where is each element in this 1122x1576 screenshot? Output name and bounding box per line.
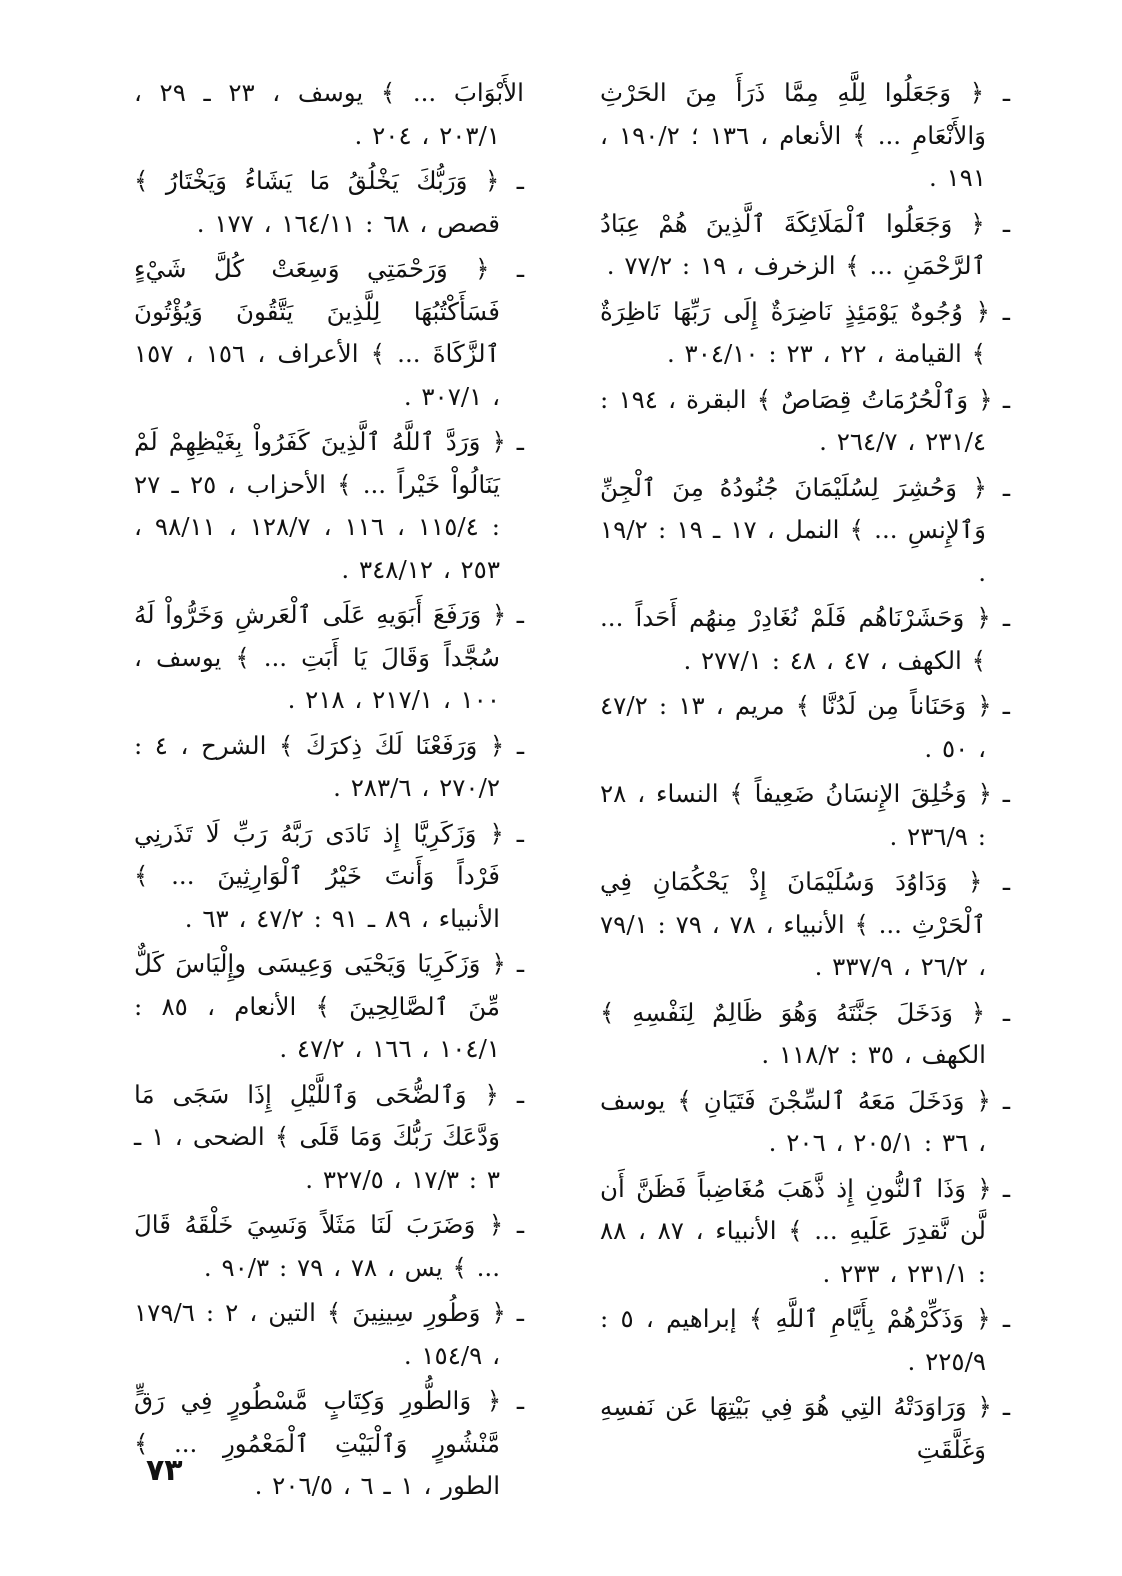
index-entry-continued: الأَبْوَابَ ... ﴾ يوسف ، ٢٣ ـ ٢٩ ، ٢٠٣/١ ، ٢٠٤ .	[134, 78, 524, 150]
index-entry: ـ ﴿ وَرَبُّكَ يَخْلُقُ مَا يَشَاءُ وَيَخْتَارُ ﴾ قصص ، ٦٨ : ١٦٤/١١ ، ١٧٧ .	[134, 166, 524, 238]
index-entry: ـ ﴿ وَرَحْمَتِي وَسِعَتْ كُلَّ شَيْءٍ فَسَأَكْتُبُهَا لِلَّذِينَ يَتَّقُونَ وَيُؤْتُونَ ٱلزَّكَاةَ ... ﴾ الأعراف ، ١٥٦ ، ١٥٧ ، ٣٠٧/١ .	[134, 254, 524, 411]
index-entry: ـ ﴿ وُجُوهٌ يَوْمَئِذٍ نَاضِرَةٌ إِلَى رَبِّهَا نَاظِرَةٌ ﴾ القيامة ، ٢٢ ، ٢٣ : ٣٠٤/١٠ .	[600, 296, 1010, 368]
index-entry: ـ ﴿ وَدَخَلَ جَنَّتَهُ وَهُوَ ظَالِمٌ لِنَفْسِهِ ﴾ الكهف ، ٣٥ : ١١٨/٢ .	[600, 997, 1010, 1069]
index-entry: ـ ﴿ وَجَعَلُوا لِلَّهِ مِمَّا ذَرَأَ مِنَ الحَرْثِ وَالأَنْعَامِ ... ﴾ الأنعام ، ١٣٦ ؛ ١٩٠/٢ ، ١٩١ .	[600, 78, 1010, 192]
index-entry: ـ ﴿ وَزَكَرِيَّا إِذ نَادَى رَبَّهُ رَبِّ لَا تَذَرنِي فَرْداً وَأَنتَ خَيْرُ ٱلْوَارِثِينَ ... ﴾ الأنبياء ، ٨٩ ـ ٩١ : ٤٧/٢ ، ٦٣ .	[134, 818, 524, 933]
page-number: ٧٣	[146, 1453, 183, 1488]
index-entry: ـ ﴿ وَذَا ٱلنُّونِ إِذ ذَّهَبَ مُغَاضِباً فَظَنَّ أَن لَّن نَّقدِرَ عَلَيهِ ... ﴾ الأنبياء ، ٨٧ ، ٨٨ : ٢٣١/١ ، ٢٣٣ .	[600, 1173, 1010, 1288]
index-entry: ـ ﴿ وَدَخَلَ مَعَهُ ٱلسِّجْنَ فَتَيَانِ ﴾ يوسف ، ٣٦ : ٢٠٥/١ ، ٢٠٦ .	[600, 1085, 1010, 1157]
index-entry: ـ ﴿ وَجَعَلُوا ٱلْمَلَائِكَةَ ٱلَّذِينَ هُمْ عِبَادُ ٱلرَّحْمَنِ ... ﴾ الزخرف ، ١٩ : ٧٧/٢ .	[600, 208, 1010, 280]
index-entry: ـ ﴿ وَخُلِقَ الإِنسَانُ ضَعِيفاً ﴾ النساء ، ٢٨ : ٢٣٦/٩ .	[600, 779, 1010, 851]
index-entry: ـ ﴿ وَالطُّورِ وَكِتَابٍ مَّسْطُورٍ فِي رَقٍّ مَّنْشُورٍ وَٱلْبَيْتِ ٱلْمَعْمُورِ ... ﴾ الطور ، ١ ـ ٦ ، ٢٠٦/٥ .	[134, 1386, 524, 1500]
index-entry: ـ ﴿ وَرَدَّ ٱللَّهُ ٱلَّذِينَ كَفَرُواْ بِغَيْظِهِمْ لَمْ يَنَالُواْ خَيْراً ... ﴾ الأحزاب ، ٢٥ ـ ٢٧ : ١١٥/٤ ، ١١٦ ، ١٢٨/٧ ، ٩٨/١١ ، ٢٥٣ ، ٣٤٨/١٢ .	[134, 427, 524, 584]
index-entry: ـ ﴿ وَزَكَرِيَا وَيَحْيَى وَعِيسَى وإِلْيَاسَ كَلٌّ مِّنَ ٱلصَّالِحِينَ ﴾ الأنعام ، ٨٥ : ١٠٤/١ ، ١٦٦ ، ٤٧/٢ .	[134, 949, 524, 1063]
index-entry: ـ ﴿ وَرَفَعْنَا لَكَ ذِكرَكَ ﴾ الشرح ، ٤ : ٢٧٠/٢ ، ٢٨٣/٦ .	[134, 730, 524, 802]
index-entry: ـ ﴿ وَٱلْحُرُمَاتُ قِصَاصٌ ﴾ البقرة ، ١٩٤ : ٢٣١/٤ ، ٢٦٤/٧ .	[600, 384, 1011, 456]
index-entry: ـ ﴿ وَرَفَعَ أَبَوَيهِ عَلَى ٱلْعَرشِ وَخَرُّواْ لَهُ سُجَّداً وَقَالَ يَا أَبَتِ ... ﴾ يوسف ، ١٠٠ ، ٢١٧/١ ، ٢١٨ .	[134, 600, 524, 714]
index-entry: ـ ﴿ وَدَاوُدَ وَسُلَيْمَانَ إِذْ يَحْكُمَانِ فِي ٱلْحَرْثِ ... ﴾ الأنبياء ، ٧٨ ، ٧٩ : ٧٩/١ ، ٢٦/٢ ، ٣٣٧/٩ .	[600, 867, 1010, 981]
index-entry: ـ ﴿ وَذَكِّرْهُمْ بِأَيَّامِ ٱللَّهِ ﴾ إبراهيم ، ٥ : ٢٢٥/٩ .	[600, 1304, 1011, 1376]
index-entry: ـ ﴿ وَطُورِ سِينِينَ ﴾ التين ، ٢ : ١٧٩/٦ ، ١٥٤/٩ .	[134, 1298, 524, 1370]
index-entry: ـ ﴿ وَحُشِرَ لِسُلَيْمَانَ جُنُودُهُ مِنَ ٱلْجِنِّ وَٱلإِنسِ ... ﴾ النمل ، ١٧ ـ ١٩ : ١٩/٢ .	[600, 472, 1010, 587]
right-column	[600, 72, 1010, 1474]
index-entry: ـ ﴿ وَٱلضُّحَى وَٱللَّيْلِ إِذَا سَجَى مَا وَدَّعَكَ رَبُّكَ وَمَا قَلَى ﴾ الضحى ، ١ ـ ٣ : ١٧/٣ ، ٣٢٧/٥ .	[134, 1079, 524, 1194]
index-entry: ـ ﴿ وَحَنَاناً مِن لَدُنَّا ﴾ مريم ، ١٣ : ٤٧/٢ ، ٥٠ .	[600, 691, 1010, 763]
left-column	[134, 72, 524, 1511]
index-entry: ـ ﴿ وَضَرَبَ لَنَا مَثَلاً وَنَسِيَ خَلْقَهُ قَالَ ... ﴾ يس ، ٧٨ ، ٧٩ : ٩٠/٣ .	[134, 1210, 524, 1282]
index-entry: ـ ﴿ وَرَاوَدَتْهُ التِي هُوَ فِي بَيْتِهَا عَن نَفسِهِ وَغَلَّقَتِ	[600, 1392, 1010, 1464]
index-entry: ـ ﴿ وَحَشَرْنَاهُم فَلَمْ نُغَادِرْ مِنهُم أَحَداً ... ﴾ الكهف ، ٤٧ ، ٤٨ : ٢٧٧/١ .	[600, 603, 1010, 675]
